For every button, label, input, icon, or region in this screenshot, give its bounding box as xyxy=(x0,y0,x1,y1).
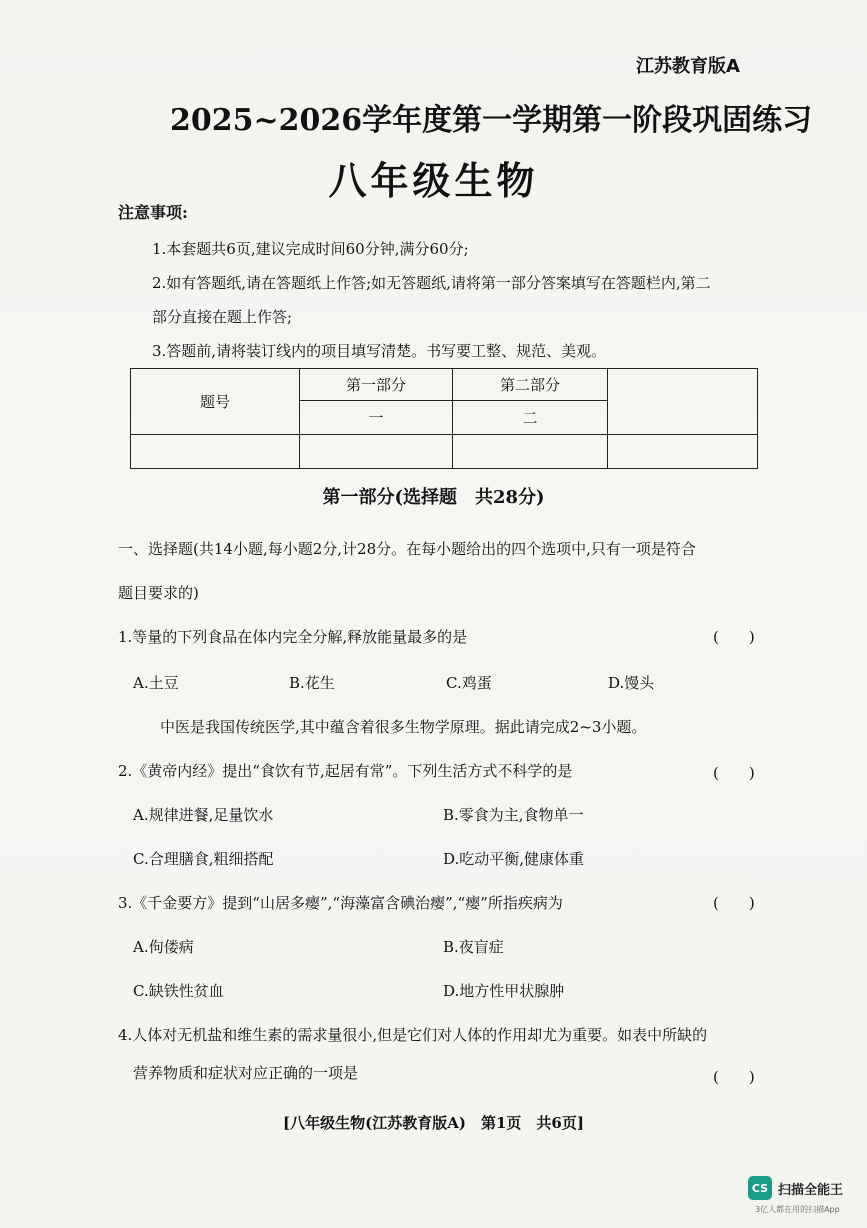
question-3-option-d: D.地方性甲状腺肿 xyxy=(443,982,565,1000)
question-4-stem-cont: 营养物质和症状对应正确的一项是 xyxy=(133,1064,359,1082)
exam-title: 2025~2026学年度第一学期第一阶段巩固练习 xyxy=(170,103,813,138)
question-3-stem: 3.《千金要方》提到“山居多瘿”,“海藻富含碘治瘿”,“瘿”所指疾病为 xyxy=(118,894,563,912)
score-table-cell xyxy=(608,435,758,469)
question-3-option-a: A.佝偻病 xyxy=(133,938,194,956)
question-2-answer-blank: ( ) xyxy=(713,764,755,782)
score-table-part1: 第一部分 xyxy=(300,369,453,401)
passage-text: 中医是我国传统医学,其中蕴含着很多生物学原理。据此请完成2~3小题。 xyxy=(160,718,647,736)
score-table-col1: 一 xyxy=(300,401,453,435)
camscanner-logo-icon: CS xyxy=(748,1176,772,1200)
scanner-name: 扫描全能王 xyxy=(778,1182,844,1198)
page-footer: [八年级生物(江苏教育版A) 第1页 共6页] xyxy=(283,1114,584,1132)
question-4-stem: 4.人体对无机盐和维生素的需求量很小,但是它们对人体的作用却尤为重要。如表中所缺的 xyxy=(118,1026,708,1044)
question-4-answer-blank: ( ) xyxy=(713,1068,755,1086)
scanner-tagline: 3亿人都在用的扫描App xyxy=(755,1205,840,1214)
question-1-option-b: B.花生 xyxy=(289,674,335,692)
note-item: 部分直接在题上作答; xyxy=(152,308,293,326)
question-1-answer-blank: ( ) xyxy=(713,628,755,646)
section-instruction: 一、选择题(共14小题,每小题2分,计28分。在每小题给出的四个选项中,只有一项是符合 xyxy=(118,540,696,558)
question-3-option-b: B.夜盲症 xyxy=(443,938,504,956)
notes-heading: 注意事项: xyxy=(118,203,188,222)
subject-title: 八年级生物 xyxy=(328,159,539,203)
section-title: 第一部分(选择题 共28分) xyxy=(322,487,545,508)
question-2-stem: 2.《黄帝内经》提出“食饮有节,起居有常”。下列生活方式不科学的是 xyxy=(118,762,573,780)
edition-label: 江苏教育版A xyxy=(636,56,740,77)
question-2-option-a: A.规律进餐,足量饮水 xyxy=(133,806,274,824)
score-table-label: 题号 xyxy=(131,369,300,435)
question-1-option-c: C.鸡蛋 xyxy=(446,674,492,692)
scanner-watermark xyxy=(748,1176,843,1200)
score-table-cell xyxy=(300,435,453,469)
score-table-cell xyxy=(131,435,300,469)
question-2-option-c: C.合理膳食,粗细搭配 xyxy=(133,850,274,868)
question-2-option-b: B.零食为主,食物单一 xyxy=(443,806,584,824)
question-3-option-c: C.缺铁性贫血 xyxy=(133,982,224,1000)
question-3-answer-blank: ( ) xyxy=(713,894,755,912)
score-table-total-header xyxy=(608,369,758,435)
score-table-cell xyxy=(453,435,608,469)
note-item: 1.本套题共6页,建议完成时间60分钟,满分60分; xyxy=(152,240,469,258)
question-2-option-d: D.吃动平衡,健康体重 xyxy=(443,850,585,868)
score-table-col2: 二 xyxy=(453,401,608,435)
question-1-option-d: D.馒头 xyxy=(608,674,655,692)
section-instruction: 题目要求的) xyxy=(118,584,199,602)
score-table-part2: 第二部分 xyxy=(453,369,608,401)
note-item: 3.答题前,请将装订线内的项目填写清楚。书写要工整、规范、美观。 xyxy=(152,342,607,360)
question-1-option-a: A.土豆 xyxy=(133,674,179,692)
question-1-stem: 1.等量的下列食品在体内完全分解,释放能量最多的是 xyxy=(118,628,468,646)
score-table xyxy=(130,368,758,469)
note-item: 2.如有答题纸,请在答题纸上作答;如无答题纸,请将第一部分答案填写在答题栏内,第二 xyxy=(152,274,711,292)
